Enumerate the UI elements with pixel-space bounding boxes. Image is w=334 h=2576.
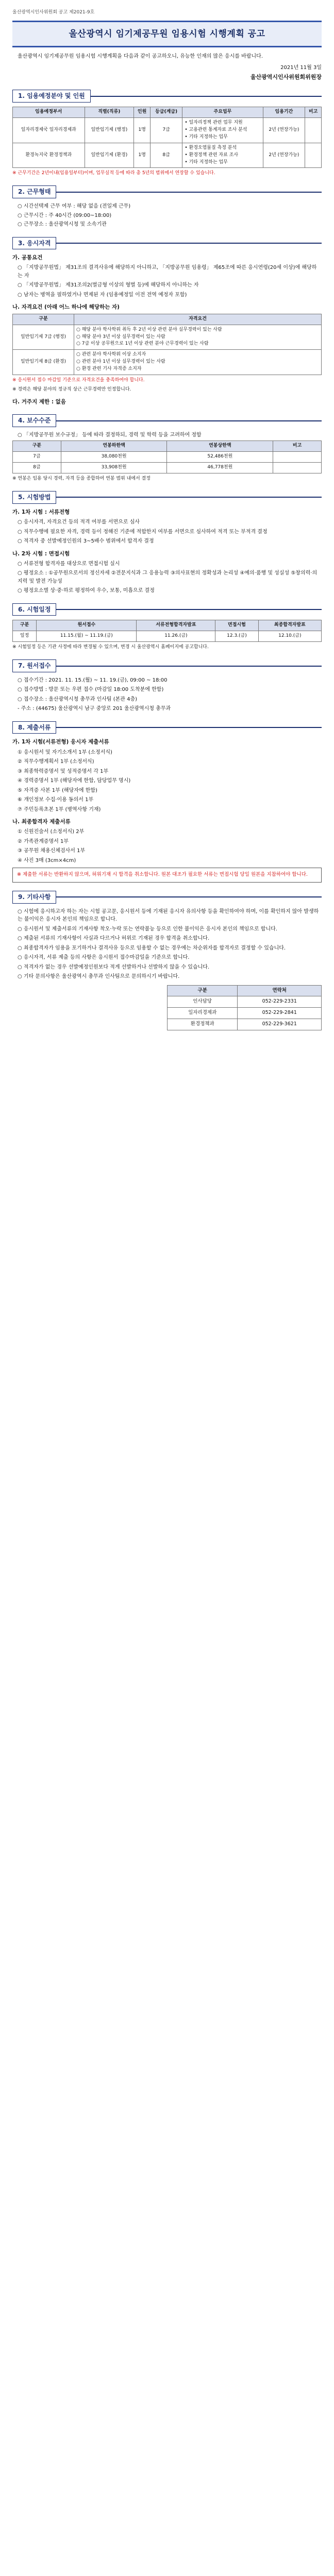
table-row [168,1008,322,1019]
list-item: ○ 적격자가 없는 경우 선발예정인원보다 적게 선발하거나 선발하지 않을 수 있습니다. [18,964,210,970]
list-item: ○ 「지방공무원법」 제31조의2(벌금형 이상의 형벌 등)에 해당하지 아니하는 자 [18,282,199,289]
table-cell: 052-229-3621 [238,1019,322,1030]
contact-table [167,985,322,1030]
schedule-table [12,620,322,642]
table-cell [305,143,322,168]
table-row [168,1019,322,1030]
section-5-heading [12,491,322,504]
list-item: ○ 근무시간 : 주 40시간 (09:00~18:00) [18,212,112,218]
table-cell: 38,080천원 [61,452,167,463]
table-row [13,463,322,473]
sec4-intro: ○ 「지방공무원 보수규정」 등에 따라 결정하되, 경력 및 학력 등을 고려하여 정함 [18,432,202,438]
col-header: 연락처 [238,985,322,996]
list-item: ○ 시간선택제 근무 여부 : 해당 없음 (전일제 근무) [18,204,131,210]
list-item: ② 직무수행계획서 1부 (소정서식) [18,759,94,765]
sec6-note: ※ 시험일정 등은 기관 사정에 따라 변경될 수 있으며, 변경 시 울산광역시 홈페이지에 공고합니다. [12,645,209,650]
section-2-heading [12,185,322,198]
list-item: ① 응시원서 및 자기소개서 1부 (소정서식) [18,749,112,755]
col-header: 주요업무 [182,107,263,117]
section-7-title: 7. 원서접수 [12,659,56,672]
section-2-title: 2. 근무형태 [12,185,56,198]
list-item: - 주소 : (44675) 울산광역시 남구 중앙로 201 울산광역시청 총무과 [18,706,171,712]
table-cell: 8급 [150,143,182,168]
section-3-heading [12,237,322,250]
table-cell: 일반임기제 (행정) [85,117,134,143]
list-item: ○ 접수방법 : 방문 또는 우편 접수 (마감일 18:00 도착분에 한함) [18,687,164,693]
col-header: 임용기간 [263,107,305,117]
list-item: ○ 응시원서 및 제출서류의 기재사항 착오·누락 또는 연락불능 등으로 인한 불이익은 응시자 본인의 책임으로 합니다. [18,926,277,932]
table-cell: 12.3.(금) [215,631,258,642]
section-6-title: 6. 시험일정 [12,603,56,616]
list-item: ○ 접수장소 : 울산광역시청 총무과 인사팀 (본관 4층) [18,696,138,702]
list-item: ○ 시험에 응시하고자 하는 자는 시험 공고문, 응시원서 등에 기재된 응시자 유의사항 등을 확인하여야 하며, 이를 확인하지 않아 발생하는 불이익은 응시자 본인의 책임으로 합니다. [18,908,319,923]
list-item: ○ 최종합격자가 임용을 포기하거나 결격사유 등으로 임용할 수 없는 경우에는 차순위자를 합격자로 결정할 수 있습니다. [18,945,286,951]
col-header: 구분 [13,620,37,631]
table-row [13,452,322,463]
section-4-title: 4. 보수수준 [12,414,56,427]
table-cell: 일반임기제 7급 (행정) [13,325,74,350]
sec3-sub3: 다. 거주지 제한 : 없음 [12,399,66,405]
sec3-note-1: ※ 응시원서 접수 마감일 기준으로 자격요건을 충족하여야 합니다. [12,378,145,383]
col-header: 구분 [13,441,61,452]
table-row [13,631,322,642]
sec4-note: ※ 연봉은 임용 당시 경력, 자격 등을 종합하여 연봉 범위 내에서 결정 [12,476,151,482]
section-8-heading [12,721,322,734]
notice-page [12,0,322,1046]
col-header: 최종합격자발표 [258,620,321,631]
sec8-sub1: 가. 1차 시험(서류전형) 응시자 제출서류 [12,739,109,745]
section-7-heading [12,659,322,672]
section-3-title: 3. 응시자격 [12,237,56,250]
table-cell: 1명 [134,143,151,168]
col-header: 연봉하한액 [61,441,167,452]
table-cell: 2년 (연장가능) [263,117,305,143]
table-row [168,996,322,1008]
table-cell: 일반임기제 (환경) [85,143,134,168]
table-cell [305,117,322,143]
list-item: ④ 경력증명서 1부 (해당자에 한함, 담당업무 명시) [18,778,131,784]
table-cell: 11.26.(금) [137,631,215,642]
list-item: ○ 평정요소 : ①공무원으로서의 정신자세 ②전문지식과 그 응용능력 ③의사표현의 정확성과 논리성 ④예의·품행 및 성실성 ⑤창의력·의지력 및 발전 가능성 [18,570,318,584]
col-header: 등급(계급) [150,107,182,117]
col-header: 직렬(직류) [85,107,134,117]
section-6-heading [12,603,322,616]
section-9-heading [12,891,322,904]
list-item: ○ 제출된 서류의 기재사항이 사실과 다르거나 허위로 기재된 경우 합격을 취소합니다. [18,936,210,942]
table-cell: 7급 [13,452,61,463]
salary-table [12,440,322,473]
list-item: ③ 공무원 채용신체검사서 1부 [18,848,86,854]
table-cell: 052-229-2841 [238,1008,322,1019]
list-item: ⑦ 주민등록초본 1부 (병역사항 기재) [18,806,101,812]
table-cell: 일정 [13,631,37,642]
col-header: 구분 [168,985,238,996]
table-row [13,350,322,375]
col-header: 비고 [273,441,322,452]
table-cell: ○ 관련 분야 학사학위 이상 소지자 ○ 관련 분야 1년 이상 실무경력이 있는 사람 ○ 환경 관련 기사 자격증 소지자 [74,350,322,375]
list-item: ○ 접수기간 : 2021. 11. 15.(월) ~ 11. 19.(금), 09:00 ~ 18:00 [18,677,168,683]
sec5-sub1: 가. 1차 시험 : 서류전형 [12,509,70,515]
col-header: 원서접수 [37,620,137,631]
table-row [13,143,322,168]
list-item: ○ 직무수행에 필요한 자격, 경력 등이 정해진 기준에 적합한지 여부를 서면으로 심사하여 적격 또는 부적격 결정 [18,529,268,535]
section-9-title: 9. 기타사항 [12,891,56,904]
table-cell: • 일자리정책 관련 업무 지원 • 고용관련 통계자료 조사 분석 • 기타 지정하는 업무 [182,117,263,143]
work-type-list [12,202,322,229]
sec5-sub2: 나. 2차 시험 : 면접시험 [12,550,70,557]
issuer-name: 울산광역시인사위원회위원장 [250,74,322,81]
table-cell: 환경녹지국 환경정책과 [13,143,85,168]
page-title: 울산광역시 임기제공무원 임용시험 시행계획 공고 [12,21,322,47]
table-cell: 일자리경제과 [168,1008,238,1019]
section-5-title: 5. 시험방법 [12,491,56,504]
sec8-warning-box: ※ 제출한 서류는 반환하지 않으며, 허위기재 시 합격을 취소합니다. 원본 대조가 필요한 서류는 면접시험 당일 원본을 지참하여야 합니다. [12,868,322,883]
positions-table [12,107,322,168]
list-item: ○ 응시자격, 서류 제출 등의 사항은 응시원서 접수마감일을 기준으로 합니다. [18,955,190,961]
sec3-note-2: ※ 경력은 해당 분야의 정규직 상근 근무경력만 인정합니다. [12,387,131,393]
qualification-table [12,314,322,376]
table-row [13,117,322,143]
section-1-heading [12,90,322,103]
table-cell: 인사담당 [168,996,238,1008]
table-cell: 8급 [13,463,61,473]
table-cell: 12.10.(금) [258,631,321,642]
table-cell: 11.15.(월) ~ 11.19.(금) [37,631,137,642]
list-item: ① 신원진술서 (소정서식) 2부 [18,829,85,835]
list-item: ○ 서류전형 합격자를 대상으로 면접시험 실시 [18,561,120,567]
section-8-title: 8. 제출서류 [12,721,56,734]
col-header: 비고 [305,107,322,117]
sec8-sub2: 나. 최종합격자 제출서류 [12,819,71,825]
table-cell: ○ 해당 분야 학사학위 취득 후 2년 이상 관련 분야 실무경력이 있는 사람 ○ 해당 분야 3년 이상 실무경력이 있는 사람 ○ 7급 이상 공무원으로 1년 이상 관련 분야 근무경력이 있는 사람 [74,325,322,350]
table-cell: 1명 [134,117,151,143]
col-header: 자격요건 [74,314,322,325]
table-cell: 일자리경제국 일자리경제과 [13,117,85,143]
col-header: 구분 [13,314,74,325]
table-cell: 33,908천원 [61,463,167,473]
table-cell: • 환경오염물질 측정 분석 • 환경정책 관련 자료 조사 • 기타 지정하는 업무 [182,143,263,168]
intro-text: 울산광역시 임기제공무원 임용시험 시행계획을 다음과 같이 공고하오니, 유능한 인재의 많은 응시를 바랍니다. [18,54,263,60]
col-header: 면접시험 [215,620,258,631]
list-item: ⑥ 개인정보 수집·이용 동의서 1부 [18,797,94,803]
table-cell: 052-229-2331 [238,996,322,1008]
list-item: ○ 남자는 병역을 필하였거나 면제된 자 (임용예정일 이전 전역 예정자 포함) [18,292,187,298]
section-4-heading [12,414,322,427]
col-header: 인원 [134,107,151,117]
table-cell [273,452,322,463]
list-item: ⑤ 자격증 사본 1부 (해당자에 한함) [18,787,97,793]
table-cell [273,463,322,473]
table-cell: 환경정책과 [168,1019,238,1030]
notice-date: 2021년 11월 3일 [280,64,322,71]
notice-number: 울산광역시인사위원회 공고 제2021-9호 [12,10,95,15]
list-item: ○ 근무장소 : 울산광역시청 및 소속기관 [18,222,107,228]
table-row [13,325,322,350]
list-item: ○ 「지방공무원법」 제31조의 결격사유에 해당하지 아니하고, 「지방공무원 임용령」 제65조에 따른 응시연령(20세 이상)에 해당하는 자 [18,265,317,279]
list-item: ④ 사진 3매 (3cm×4cm) [18,857,76,863]
section-1-title: 1. 임용예정분야 및 인원 [12,90,91,103]
list-item: ○ 기타 문의사항은 울산광역시 총무과 인사팀으로 문의하시기 바랍니다. [18,974,180,980]
table-cell: 52,486천원 [167,452,273,463]
col-header: 서류전형합격자발표 [137,620,215,631]
list-item: ○ 적격자 중 선발예정인원의 3~5배수 범위에서 합격자 결정 [18,538,154,545]
table-cell: 46,778천원 [167,463,273,473]
table-cell: 2년 (연장가능) [263,143,305,168]
sec3-sub1: 가. 공통요건 [12,255,43,261]
col-header: 임용예정부서 [13,107,85,117]
list-item: ○ 응시자격, 자격요건 등의 적격 여부를 서면으로 심사 [18,519,140,526]
list-item: ○ 평정요소별 상·중·하로 평정하여 우수, 보통, 미흡으로 결정 [18,588,155,594]
list-item: ③ 최종학력증명서 및 성적증명서 각 1부 [18,768,109,774]
col-header: 연봉상한액 [167,441,273,452]
sec1-note: ※ 근무기간은 2년이내(임용일부터)이며, 업무실적 등에 따라 총 5년의 범위에서 연장할 수 있습니다. [12,171,215,176]
list-item: ② 가족관계증명서 1부 [18,838,69,844]
sec3-sub2: 나. 자격요건 (아래 어느 하나에 해당하는 자) [12,304,120,311]
table-cell: 7급 [150,117,182,143]
table-cell: 일반임기제 8급 (환경) [13,350,74,375]
